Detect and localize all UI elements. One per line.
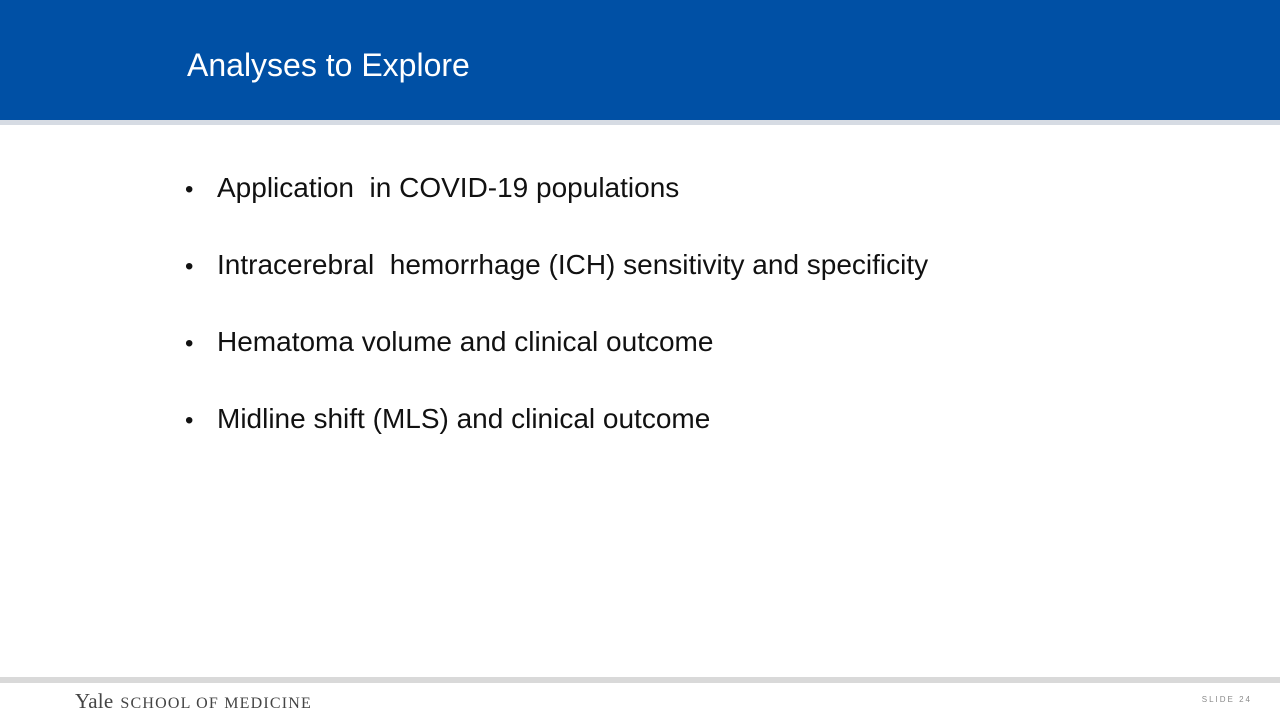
slide-title: Analyses to Explore bbox=[187, 47, 470, 83]
bullet-text: Midline shift (MLS) and clinical outcome bbox=[217, 403, 711, 434]
bullet-list bbox=[185, 168, 928, 476]
bullet-marker: • bbox=[185, 176, 194, 203]
slide-number: SLIDE 24 bbox=[1201, 695, 1252, 704]
bullet-marker: • bbox=[185, 407, 194, 434]
header-underline bbox=[0, 120, 1280, 125]
bullet-marker: • bbox=[185, 330, 194, 357]
logo-yale-text: Yale bbox=[75, 689, 114, 713]
bullet-item bbox=[185, 399, 928, 476]
bullet-marker: • bbox=[185, 253, 194, 280]
footer-rule bbox=[0, 677, 1280, 683]
yale-school-of-medicine-logo bbox=[75, 689, 312, 714]
logo-school-text: SCHOOL OF MEDICINE bbox=[120, 695, 313, 712]
bullet-item bbox=[185, 168, 928, 245]
bullet-item bbox=[185, 245, 928, 322]
bullet-text: Intracerebral hemorrhage (ICH) sensitivity and specificity bbox=[217, 249, 929, 280]
bullet-text: Hematoma volume and clinical outcome bbox=[217, 326, 714, 357]
bullet-item bbox=[185, 322, 928, 399]
bullet-text: Application in COVID-19 populations bbox=[217, 172, 680, 203]
